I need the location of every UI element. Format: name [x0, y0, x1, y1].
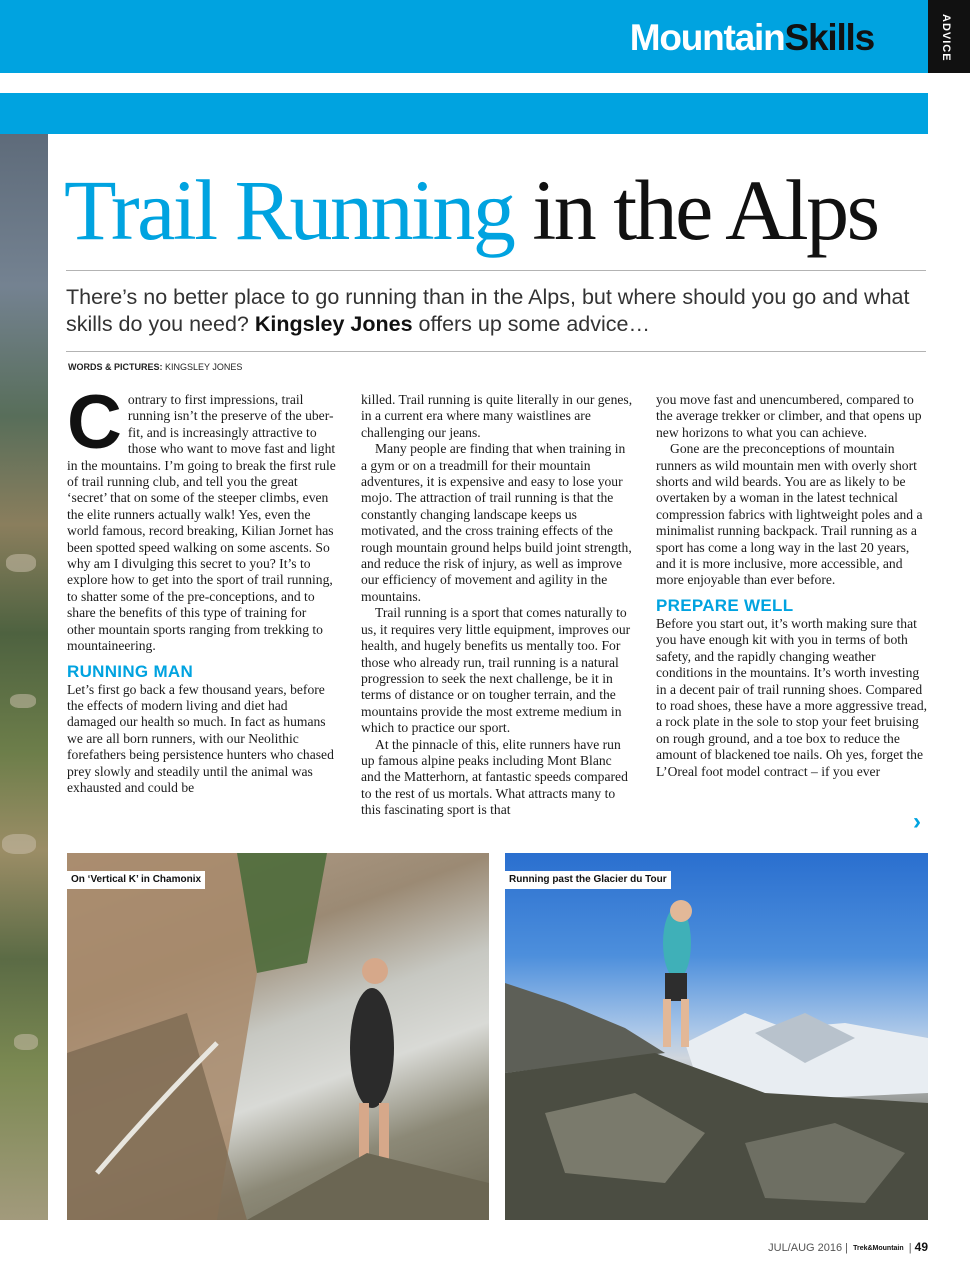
photo-2-illustration	[505, 853, 928, 1220]
title-part-black: in the Alps	[532, 162, 878, 258]
section-heading-prepare-well: PREPARE WELL	[656, 595, 794, 615]
paragraph: Many people are finding that when training in a gym or on a treadmill for their mountain adventures, it is expensive and easy to lose your mojo. The attraction of trail running is that the constantly changing landscape keeps us motivated, and the cross training effects of the rough mountain ground helps build joint strength, and reduce the risk of injury, as well as improve our efficiency of movement and agility in the mountains.	[361, 441, 632, 604]
standfirst-text: There’s no better place to go running than in the Alps, but where should you go and what skills do you need?	[66, 285, 910, 336]
paragraph: Before you start out, it’s worth making sure that you have enough kit with you in terms of both safety, and the rapidly changing weather conditions in the mountains. It’s worth investing in a decent pair of trail running shoes. Compared to road shoes, these have a more aggressive tread, a rock plate in the sole to stop your feet bruising on rough ground, and a toe box to reduce the amount of blackened toe nails. Oh yes, forget the L’Oreal foot model contract – if you ever	[656, 615, 928, 779]
brand-part2: Skills	[784, 17, 874, 58]
header-bar	[0, 0, 928, 73]
photo-vertical-k	[67, 853, 489, 1220]
magazine-logo: Trek&Mountain	[853, 1244, 904, 1252]
standfirst	[66, 284, 932, 338]
page-footer: JUL/AUG 2016 | Trek&Mountain | 49	[768, 1240, 928, 1254]
chevron-right-icon: ›	[913, 808, 921, 835]
issue-date: JUL/AUG 2016	[768, 1242, 843, 1254]
divider-top	[66, 270, 926, 271]
side-photo-strip	[0, 134, 48, 1220]
photo-1-illustration	[67, 853, 489, 1220]
photo-2-caption: Running past the Glacier du Tour	[505, 871, 671, 889]
drop-cap: C	[67, 380, 122, 465]
paragraph: Gone are the preconceptions of mountain runners as wild mountain men with overly short shorts and wild beards. You are as likely to be overtaken by a woman in the latest technical compression fabrics with lightweight poles and a minimalist running backpack. Trail running as a sport has come a long way in the last 20 years, and it is more inclusive, more accessible, and more enjoyable than ever before.	[656, 441, 923, 588]
brand-title	[630, 14, 874, 62]
photo-glacier-du-tour	[505, 853, 928, 1220]
paragraph-text: ontrary to first impressions, trail running isn’t the preserve of the uber-fit, and is increasingly attractive to those who want to move fast and light in the mountains. I’m going to break the first rule of trail running club, and tell you the great ‘secret’ that on some of the steeper climbs, even the elite runners actually walk! Yes, even the world famous, record breaking, Kilian Jornet has been spotted speed walking on some ascents. So why am I divulging this secret to you? It’s to explore how to get into the sport of trail running, to shatter some of the pre-conceptions, and to share the benefits of this type of training for other mountain sports ranging from trekking to mountaineering.	[67, 392, 336, 654]
section-tab	[928, 0, 970, 73]
paragraph: Let’s first go back a few thousand years, before the effects of modern living and diet had damaged our health so much. In fact as humans we are all born runners, with our Neolithic forefathers being persistence hunters who chased prey slowly and steadily until the animal was exhausted and could be	[67, 681, 334, 795]
section-heading-running-man: RUNNING MAN	[67, 661, 194, 681]
intro-paragraph	[67, 380, 337, 655]
standfirst-text-end: offers up some advice…	[412, 312, 650, 336]
page-number: 49	[914, 1240, 928, 1254]
standfirst-author: Kingsley Jones	[254, 312, 413, 336]
paragraph: At the pinnacle of this, elite runners have run up famous alpine peaks including Mont Blanc and the Matterhorn, at fantastic speeds compared to the rest of us mortals. What attracts many to this fascinating sport is that	[361, 736, 628, 818]
byline-label: WORDS & PICTURES:	[68, 362, 163, 372]
section-tab-label: ADVICE	[940, 14, 952, 62]
photo-1-caption: On ‘Vertical K’ in Chamonix	[67, 871, 205, 889]
brand-part1: Mountain	[629, 17, 785, 58]
paragraph: killed. Trail running is quite literally in our genes, in a current era where many waistlines are challenging our jeans.	[361, 392, 633, 440]
accent-bar	[0, 93, 928, 134]
paragraph: Trail running is a sport that comes naturally to us, it requires very little equipment, improves our health, and hugely benefits us mentally too. For those who already run, trail running is a natural progression to seek the next challenge, be it in terms of distance or on tougher terrain, and the mountains provide the most extreme medium in which to practice our sport.	[361, 605, 631, 736]
byline-name: KINGSLEY JONES	[165, 362, 243, 372]
byline	[68, 362, 242, 372]
article-title	[64, 160, 944, 260]
paragraph: you move fast and unencumbered, compared to the average trekker or climber, and that opens up new horizons to what you can achieve.	[656, 392, 922, 440]
divider-bottom	[66, 351, 926, 352]
title-part-blue: Trail Running	[64, 162, 514, 258]
article-column-3	[656, 392, 929, 780]
article-column-1	[67, 380, 337, 796]
article-column-2	[361, 392, 634, 819]
